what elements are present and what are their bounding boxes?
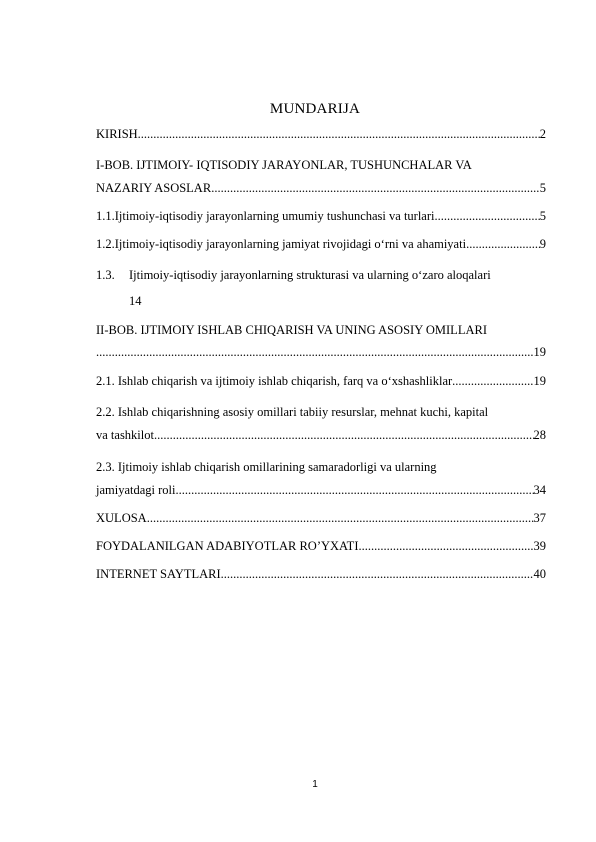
toc-leader-dots — [452, 374, 533, 389]
toc-entry-text: 2.1. Ishlab chiqarish va ijtimoiy ishlab chiqarish, farq va o‘xshashliklar — [96, 374, 453, 388]
toc-entry-text: KIRISH — [96, 127, 138, 141]
toc-entry-text: jamiyatdagi roli — [96, 483, 176, 497]
toc-page-number: 37 — [533, 511, 546, 525]
toc-leader-dots — [154, 428, 534, 443]
toc-entry-bob2-line1[interactable]: II-BOB. IJTIMOIY ISHLAB CHIQARISH VA UNING ASOSIY OMILLARI — [96, 323, 487, 337]
toc-leader-dots — [358, 539, 533, 554]
toc-page-number: 9 — [539, 237, 546, 251]
toc-leader-dots — [435, 209, 540, 224]
page-number: 1 — [312, 779, 318, 790]
toc-section-number: 1.3. — [96, 268, 115, 282]
toc-page-number: 5 — [539, 209, 546, 223]
toc-page-number: 28 — [533, 428, 546, 442]
toc-page-number: 19 — [533, 374, 546, 388]
toc-page-number: 19 — [533, 345, 546, 359]
toc-entry-adabiyotlar[interactable] — [96, 539, 546, 559]
toc-leader-dots — [221, 567, 534, 582]
toc-entry-xulosa[interactable] — [96, 511, 546, 531]
toc-entry-text: NAZARIY ASOSLAR — [96, 181, 212, 195]
toc-entry-1-1[interactable] — [96, 209, 546, 229]
toc-entry-text: Ijtimoiy-iqtisodiy jarayonlarning strukturasi va ularning o‘zaro aloqalari — [129, 268, 491, 282]
toc-section-number: 1.2. — [96, 237, 115, 251]
toc-entry-2-3[interactable] — [96, 483, 546, 503]
toc-entry-2-1[interactable] — [96, 374, 546, 394]
toc-section-number: 1.1. — [96, 209, 115, 223]
page-title: MUNDARIJA — [269, 101, 361, 117]
toc-page-number: 39 — [533, 539, 546, 553]
toc-leader-dots — [211, 181, 540, 196]
toc-entry-text: INTERNET SAYTLARI — [96, 567, 221, 581]
toc-entry-2-2[interactable] — [96, 428, 546, 448]
toc-leader-dots — [466, 237, 540, 252]
toc-page-number: 34 — [533, 483, 546, 497]
toc-entry-kirish[interactable] — [96, 127, 546, 147]
toc-leader-dots — [147, 511, 534, 526]
toc-entry-bob1[interactable] — [96, 181, 546, 201]
toc-entry-text: Ijtimoiy-iqtisodiy jarayonlarning umumiy tushunchasi va turlari — [114, 209, 435, 223]
toc-entry-text: FOYDALANILGAN ADABIYOTLAR RO’YXATI — [96, 539, 359, 553]
toc-entry-bob2[interactable] — [96, 345, 546, 365]
toc-page-number: 40 — [533, 567, 546, 581]
toc-entry-1-3[interactable] — [96, 265, 546, 285]
toc-entry-1-2[interactable] — [96, 237, 546, 257]
toc-entry-text: XULOSA — [96, 511, 147, 525]
toc-page-number: 2 — [539, 127, 546, 141]
toc-entry-text: Ijtimoiy-iqtisodiy jarayonlarning jamiyat rivojidagi o‘rni va ahamiyati — [114, 237, 467, 251]
toc-entry-bob1-line1[interactable]: I-BOB. IJTIMOIY- IQTISODIY JARAYONLAR, TUSHUNCHALAR VA — [96, 158, 472, 172]
toc-leader-dots — [138, 127, 540, 142]
toc-entry-internet[interactable] — [96, 567, 546, 587]
toc-entry-text: va tashkilot — [96, 428, 154, 442]
toc-entry-2-3-line1[interactable]: 2.3. Ijtimoiy ishlab chiqarish omillarining samaradorligi va ularning — [96, 460, 437, 474]
toc-entry-2-2-line1[interactable]: 2.2. Ishlab chiqarishning asosiy omillari tabiiy resurslar, mehnat kuchi, kapital — [96, 405, 489, 419]
toc-page-number: 14 — [129, 294, 142, 308]
toc-leader-dots — [96, 345, 534, 360]
toc-page-number: 5 — [539, 181, 546, 195]
toc-leader-dots — [176, 483, 534, 498]
